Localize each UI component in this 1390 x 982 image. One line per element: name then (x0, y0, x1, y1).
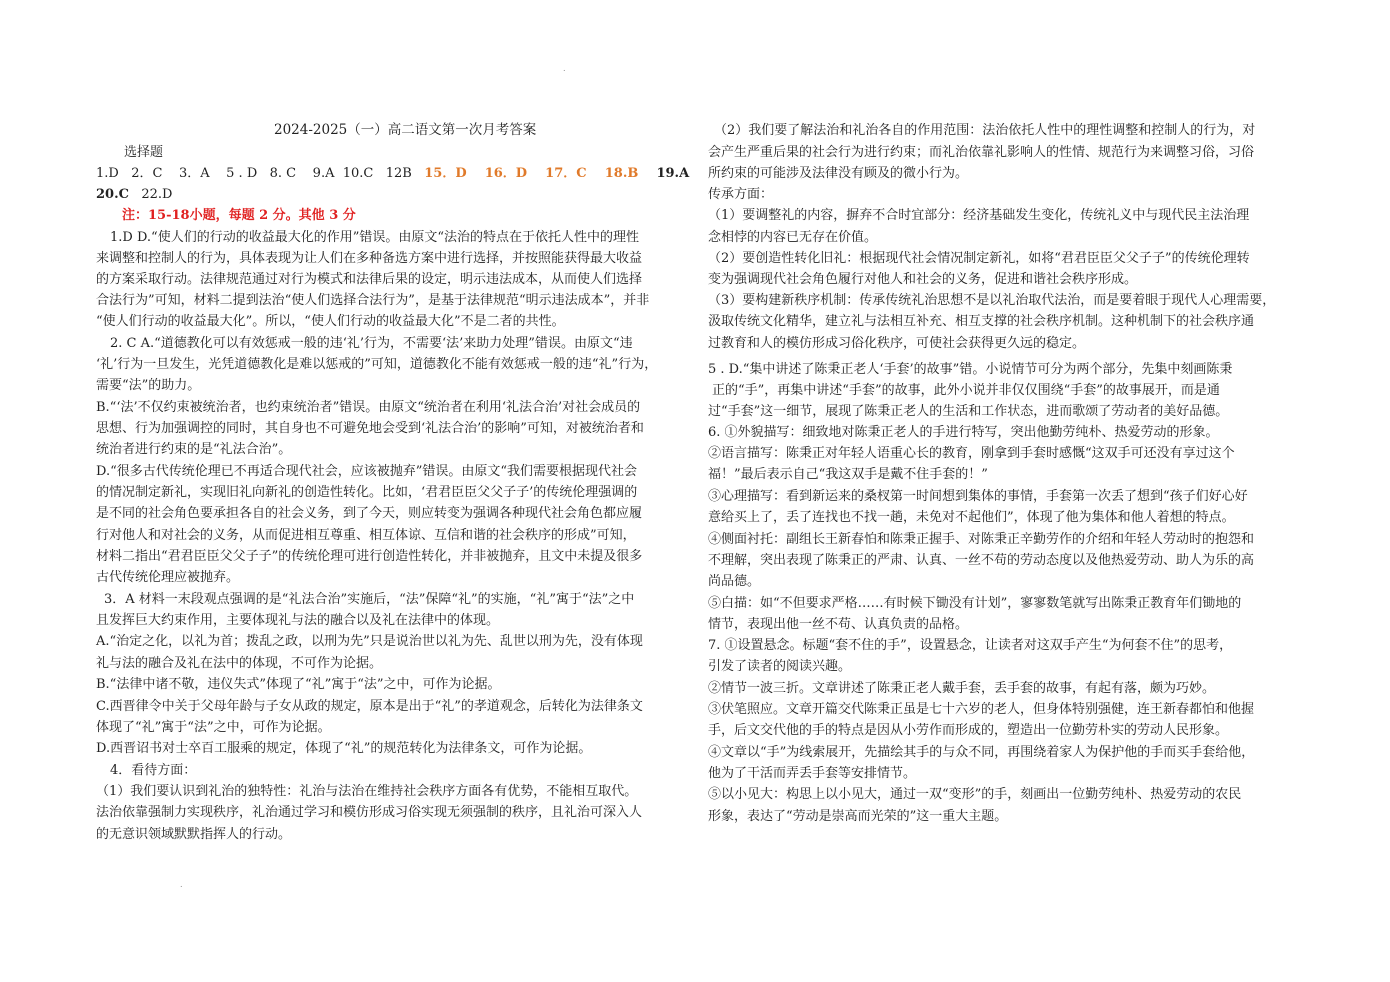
left-line: A.“治定之化，以礼为首；拨乱之政，以刑为先”只是说治世以礼为先、乱世以刑为先，没有体现 (96, 634, 643, 649)
right-line: （1）要调整礼的内容，摒弃不合时宜部分：经济基础发生变化，传统礼义中与现代民主法治理 (708, 208, 1250, 223)
left-line: （1）我们要认识到礼治的独特性：礼治与法治在维持社会秩序方面各有优势，不能相互取代。 (96, 784, 638, 799)
right-line: 不理解，突出表现了陈秉正的严肃、认真、一丝不苟的劳动态度以及他热爱劳动、助人为乐的高 (708, 553, 1255, 568)
right-line: （2）我们要了解法治和礼治各自的作用范围：法治依托人性中的理性调整和控制人的行为，对 (714, 123, 1256, 138)
right-line: 他为了干活而弄丢手套等安排情节。 (708, 766, 917, 781)
right-line: （3）要构建新秩序机制：传承传统礼治思想不是以礼治取代法治，而是要着眼于现代人心理需要， (708, 293, 1276, 308)
document-title: 2024-2025（一）高二语文第一次月考答案 (274, 122, 537, 138)
left-line: 且发挥巨大约束作用，主要体现礼与法的融合以及礼在法律中的体现。 (96, 613, 500, 628)
right-line: ⑤白描：如“不但要求严格……有时候下锄没有计划”，寥寥数笔就写出陈秉正教育年们锄地的 (708, 596, 1242, 611)
right-line: 尚品德。 (708, 574, 761, 589)
left-line: D.西晋诏书对士卒百工服乘的规定，体现了“礼”的规范转化为法律条文，可作为论据。 (96, 741, 592, 756)
left-line: 体现了“礼”寓于“法”之中，可作为论据。 (96, 720, 331, 735)
left-line: D.“很多古代传统伦理已不再适合现代社会，应该被抛弃”错误。由原文“我们需要根据现代社会 (96, 464, 638, 479)
right-line: 5 . D.“集中讲述了陈秉正老人‘手套’的故事”错。小说情节可分为两个部分，先集中刻画陈秉 (708, 362, 1233, 377)
answers-group-2: 9.A 10.C 12B (312, 166, 425, 181)
left-line: 3．A 材料一末段观点强调的是“礼法合治”实施后，“法”保障“礼”的实施，“礼”寓于“法”之中 (104, 592, 635, 607)
right-line: 正的“手”，再集中讲述“手套”的故事，此外小说并非仅仅围绕“手套”的故事展开，而是通 (712, 383, 1220, 398)
left-line: 4．看待方面： (110, 763, 197, 778)
page-mark-bottom: . (180, 880, 183, 889)
right-line: 形象，表达了“劳动是崇高而光荣的”这一重大主题。 (708, 809, 1008, 824)
answers-line-2 (96, 184, 172, 205)
right-line: 福！”最后表示自己“我这双手是戴不住手套的！” (708, 467, 988, 482)
left-line: 需要“法”的助力。 (96, 378, 201, 393)
answers-group-5: 20.C (96, 187, 129, 202)
right-line: 7. ①设置悬念。标题“套不住的手”，设置悬念，让读者对这双手产生“为何套不住”的思考， (708, 638, 1233, 653)
left-line: 的情况制定新礼，实现旧礼向新礼的创造性转化。比如，‘君君臣臣父父子子’的传统伦理强调的 (96, 485, 638, 500)
right-line: ④文章以“手”为线索展开，先描绘其手的与众不同，再围绕着家人为保护他的手而买手套给他， (708, 745, 1255, 760)
left-line: ‘礼’行为一旦发生，光凭道德教化是难以惩戒的”可知，道德教化不能有效惩戒一般的违“礼”行为， (96, 357, 658, 372)
answers-group-6: 22.D (128, 187, 173, 202)
left-line: 行对他人和对社会的义务，从而促进相互尊重、相互体谅、互信和谐的社会秩序的形成”可知， (96, 528, 636, 543)
left-line: 1.D D.“使人们的行动的收益最大化的作用”错误。由原文“法治的特点在于依托人性中的理性 (110, 230, 639, 245)
right-line: 过教育和人的模仿形成习俗化秩序，可使社会获得更久远的稳定。 (708, 336, 1086, 351)
right-line: 传承方面： (708, 187, 774, 202)
answers-group-4: 19.A (638, 166, 690, 181)
right-line: 手，后文交代他的手的特点是因从小劳作而形成的，塑造出一位勤劳朴实的劳动人民形象。 (708, 723, 1229, 738)
page-mark-top: . (563, 64, 566, 73)
left-line: 材料二指出“君君臣臣父父子子”的传统伦理可进行创造性转化，并非被抛弃，且文中未提及很多 (96, 549, 643, 564)
left-line: 来调整和控制人的行为，具体表现为让人们在多种备选方案中进行选择，并按照能获得最大收益 (96, 251, 643, 266)
answers-group-3: 15．D 16．D 17．C 18.B (424, 166, 639, 181)
right-line: 过“手套”这一细节，展现了陈秉正老人的生活和工作状态，进而歌颂了劳动者的美好品德。 (708, 404, 1229, 419)
right-line: 所约束的可能涉及法律没有顾及的微小行为。 (708, 166, 969, 181)
right-line: ④侧面衬托：副组长王新春怕和陈秉正握手、对陈秉正辛勤劳作的介绍和年轻人劳动时的抱怨和 (708, 532, 1255, 547)
left-line: 思想、行为加强调控的同时，其自身也不可避免地会受到‘礼法合治’的影响”可知，对被统治者和 (96, 421, 644, 436)
left-line: C.西晋律令中关于父母年龄与子女从政的规定，原本是出于“礼”的孝道观念，后转化为法律条文 (96, 699, 643, 714)
right-line: 变为强调现代社会角色履行对他人和社会的义务，促进和谐社会秩序形成。 (708, 272, 1138, 287)
left-line: 法治依靠强制力实现秩序，礼治通过学习和模仿形成习俗实现无须强制的秩序，且礼治可深入人 (96, 805, 643, 820)
right-line: 情节，表现出他一丝不苟、认真负责的品格。 (708, 617, 969, 632)
right-line: 汲取传统文化精华，建立礼与法相互补充、相互支撑的社会秩序机制。这种机制下的社会秩序通 (708, 314, 1255, 329)
right-line: 念相悖的内容已无存在价值。 (708, 230, 878, 245)
left-line: B.“‘法’不仅约束被统治者，也约束统治者”错误。由原文“统治者在利用‘礼法合治’对社会成员的 (96, 400, 641, 415)
right-line: 引发了读者的阅读兴趣。 (708, 659, 852, 674)
left-line: 是不同的社会角色要承担各自的社会义务，到了今天，则应转变为强调各种现代社会角色都应履 (96, 506, 643, 521)
right-line: 6. ①外貌描写：细致地对陈秉正老人的手进行特写，突出他勤劳纯朴、热爱劳动的形象。 (708, 425, 1219, 440)
right-line: ③心理描写：看到新运来的桑杈第一时间想到集体的事情，手套第一次丢了想到“孩子们好心好 (708, 489, 1248, 504)
left-line: B.“法律中诸不敬，违仪失式”体现了“礼”寓于“法”之中，可作为论据。 (96, 677, 501, 692)
scoring-note: 注：15-18小题，每题 2 分。其他 3 分 (122, 208, 356, 223)
right-line: （2）要创造性转化旧礼：根据现代社会情况制定新礼，如将“君君臣臣父父子子”的传统伦理转 (708, 251, 1250, 266)
answers-group-1: 1.D 2．C 3．A 5 . D 8. C (96, 166, 313, 181)
left-line: 的方案采取行动。法律规范通过对行为模式和法律后果的设定，明示违法成本，从而使人们选择 (96, 272, 643, 287)
left-line: 统治者进行约束的是“礼法合治”。 (96, 442, 292, 457)
left-line: 的无意识领域默默指挥人的行动。 (96, 827, 292, 842)
answers-line-1 (96, 163, 689, 184)
left-line: 礼与法的融合及礼在法中的体现，不可作为论据。 (96, 656, 383, 671)
right-line: ②语言描写：陈秉正对年轻人语重心长的教育，刚拿到手套时感慨“这双手可还没有享过这个 (708, 446, 1235, 461)
right-line: 会产生严重后果的社会行为进行约束；而礼治依靠礼影响人的性情、规范行为来调整习俗，习俗 (708, 145, 1255, 160)
left-line: 古代传统伦理应被抛弃。 (96, 570, 240, 585)
right-line: ②情节一波三折。文章讲述了陈秉正老人戴手套，丢手套的故事，有起有落，颇为巧妙。 (708, 681, 1216, 696)
right-line: 意给买上了，丢了连找也不找一趟，未免对不起他们”，体现了他为集体和他人着想的特点。 (708, 510, 1235, 525)
left-line: 2. C A.“道德教化可以有效惩戒一般的违‘礼’行为，不需要‘法’来助力处理”错误。由原文“违 (110, 336, 633, 351)
section-label: 选择题 (124, 145, 164, 160)
left-line: “使人们行动的收益最大化”。所以，“使人们行动的收益最大化”不是二者的共性。 (96, 314, 565, 329)
right-line: ③伏笔照应。文章开篇交代陈秉正虽是七十六岁的老人，但身体特别强健，连王新春都怕和他握 (708, 702, 1255, 717)
right-line: ⑤以小见大：构思上以小见大，通过一双“变形”的手，刻画出一位勤劳纯朴、热爱劳动的农民 (708, 787, 1242, 802)
left-line: 合法行为”可知，材料二提到法治“使人们选择合法行为”，是基于法律规范“明示违法成本”，并非 (96, 293, 650, 308)
